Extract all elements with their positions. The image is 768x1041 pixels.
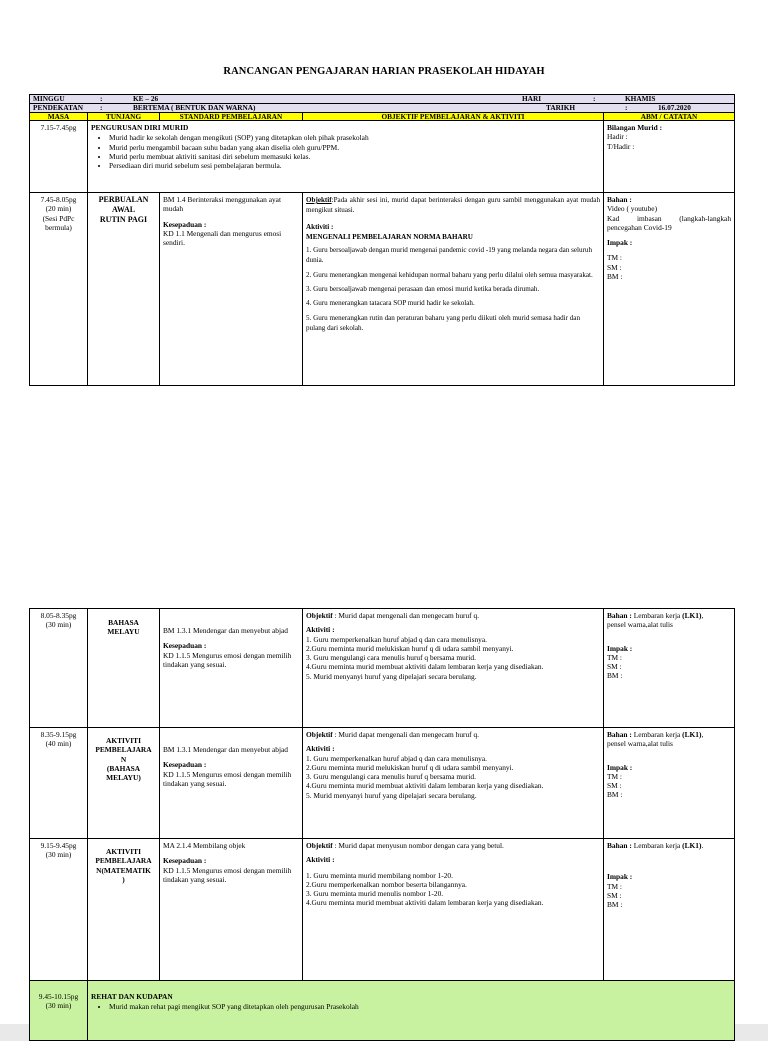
table-row-rehat: [30, 981, 735, 1041]
header-standard: STANDARD PEMBELAJARAN: [160, 113, 303, 121]
objektif-cell: [303, 609, 604, 728]
standard-cell: [160, 193, 303, 386]
list-item: 2.Guru meminta murid melukiskan huruf q di udara sambil menyanyi.: [306, 643, 514, 653]
bahan-punct: ,: [701, 611, 704, 620]
masa-duration: (30 min): [45, 1001, 72, 1011]
hadir-label: Hadir :: [607, 132, 628, 142]
hari-colon: :: [593, 94, 596, 103]
list-item: 3. Guru bersoaljawab mengenai perasaan dan emosi murid ketika berada dirumah.: [306, 284, 540, 293]
objektif-label: Objektif: [306, 730, 333, 739]
impak-label: Impak :: [607, 643, 633, 653]
impak-label: Impak :: [607, 238, 633, 247]
kesepaduan-label: Kesepaduan :: [163, 760, 207, 770]
bahan-punct: ,: [701, 730, 704, 739]
masa-cell: [30, 121, 88, 193]
tunjang-text: N: [120, 754, 127, 764]
bahan-code: (LK1): [682, 611, 702, 620]
table-row-pengurusan-diri: [30, 121, 735, 193]
tunjang-text: AKTIVITI: [106, 736, 141, 745]
lesson-plan-table-bottom: [29, 608, 735, 1041]
tunjang-cell: [88, 728, 160, 839]
masa-note: bermula): [45, 222, 72, 232]
aktiviti-label: Aktiviti :: [306, 625, 335, 635]
objektif-text: :Pada akhir sesi ini, murid dapat berinteraksi dengan guru sambil menggunakan ayat mudah mengikut situasi.: [306, 196, 600, 215]
header-objektif: OBJEKTIF PEMBELAJARAN & AKTIVITI: [303, 113, 604, 121]
list-item: • Murid perlu mengambil bacaan suhu badan yang akan diselia oleh guru/PPM.: [109, 143, 600, 152]
masa-note: (Sesi PdPc: [42, 213, 75, 223]
objektif-label: Objektif: [306, 611, 333, 620]
aktiviti-label: Aktiviti :: [306, 744, 335, 754]
abm-cell: [604, 193, 735, 386]
lesson-plan-table-top: [29, 94, 735, 386]
aktiviti-label: Aktiviti :: [306, 222, 334, 231]
tarikh-label: TARIKH: [546, 103, 576, 112]
tunjang-text: AWAL: [111, 205, 136, 214]
tarikh-colon: :: [625, 103, 628, 112]
tunjang-text: ): [122, 874, 125, 884]
list-item: 1. Guru memperkenalkan huruf abjad q dan cara menulisnya.: [306, 634, 488, 644]
list-item: 3. Guru meminta murid menulis nombor 1-20.: [306, 889, 444, 898]
bahan-code: (LK1): [682, 730, 702, 739]
list-item: 1. Guru memperkenalkan huruf abjad q dan cara menulisnya.: [306, 753, 488, 763]
header-abm: ABM / CATATAN: [604, 113, 735, 121]
masa-duration: (30 min): [45, 850, 72, 860]
bahan-punct: .: [701, 841, 704, 850]
table-row-aktiviti-bm: [30, 728, 735, 839]
header-tunjang: TUNJANG: [88, 113, 160, 121]
table-row-bahasa-melayu: [30, 609, 735, 728]
bahan-label: Bahan :: [607, 195, 632, 204]
abm-cell: [604, 728, 735, 839]
masa-duration: (30 min): [45, 620, 72, 630]
tunjang-text: BAHASA: [108, 618, 139, 627]
impak-label: Impak :: [607, 872, 633, 882]
rehat-bullet-list: [91, 1002, 731, 1011]
table-row-perbualan: [30, 193, 735, 386]
masa-cell: [30, 728, 88, 839]
hari-value: KHAMIS: [625, 94, 656, 103]
kesepaduan-text: KD 1.1 Mengenali dan mengurus emosi sendiri.: [163, 228, 282, 247]
standard-text: BM 1.4 Berinteraksi menggunakan ayat mudah: [163, 195, 282, 214]
list-item: 2. Guru menerangkan mengenai kehidupan normal baharu yang perlu dilalui oleh semua masyarakat.: [306, 270, 593, 279]
aktiviti-label: Aktiviti :: [306, 855, 335, 865]
rehat-heading: REHAT DAN KUDAPAN: [91, 992, 173, 1001]
impak-sm: SM :: [607, 890, 622, 900]
list-item: • Murid makan rehat pagi mengikut SOP yang ditetapkan oleh pengurusan Prasekolah: [109, 1002, 731, 1011]
list-item: 4.Guru meminta murid membuat aktiviti dalam lembaran kerja yang disediakan.: [306, 898, 544, 908]
list-item: • Persediaan diri murid sebelum sesi pembelajaran bermula.: [109, 161, 600, 170]
masa-cell: [30, 839, 88, 981]
objektif-cell: [303, 193, 604, 386]
impak-bm: BM :: [607, 671, 623, 681]
list-item: 2.Guru meminta murid melukiskan huruf q di udara sambil menyanyi.: [306, 762, 514, 772]
header-masa: MASA: [30, 113, 88, 121]
bahan-label: Bahan :: [607, 841, 632, 850]
info-row-pendekatan: [30, 104, 735, 113]
list-item: 1. Guru bersoaljawab dengan murid mengenai pandemic covid -19 yang melanda negara dan seluruh dunia.: [306, 246, 593, 265]
tunjang-text: PEMBELAJARA: [95, 745, 152, 755]
tunjang-text: AKTIVITI: [106, 847, 141, 856]
tunjang-cell: [88, 193, 160, 386]
kesepaduan-label: Kesepaduan :: [163, 856, 207, 866]
bahan-text: Lembaran kerja: [631, 841, 683, 850]
standard-cell: [160, 609, 303, 728]
masa-duration: (20 min): [45, 204, 72, 214]
impak-sm: SM :: [607, 262, 622, 272]
bahan-text: Lembaran kerja: [631, 730, 683, 739]
list-item: 4.Guru meminta murid membuat aktiviti dalam lembaran kerja yang disediakan.: [306, 662, 544, 672]
impak-label: Impak :: [607, 762, 633, 772]
list-item: 3. Guru mengulangi cara menulis huruf q bersama murid.: [306, 653, 476, 662]
column-header-row: [30, 113, 735, 121]
objektif-text: : Murid dapat menyusun nombor dengan cara yang betul.: [332, 841, 504, 850]
objektif-label: Objektif: [306, 841, 333, 850]
objektif-cell: [303, 728, 604, 839]
masa-duration: (40 min): [45, 739, 72, 749]
tunjang-cell: [88, 609, 160, 728]
standard-text: BM 1.3.1 Mendengar dan menyebut abjad: [163, 626, 288, 635]
kesepaduan-text: KD 1.1.5 Mengurus emosi dengan memilih tindakan yang sesuai.: [163, 769, 292, 788]
masa-cell: [30, 609, 88, 728]
abm-cell: [604, 839, 735, 981]
pendekatan-label: PENDEKATAN: [33, 103, 83, 112]
tarikh-value: 16.07.2020: [658, 103, 691, 112]
masa-text: 7.45-8.05pg: [40, 195, 77, 204]
standard-text: BM 1.3.1 Mendengar dan menyebut abjad: [163, 745, 288, 754]
impak-bm: BM :: [607, 790, 623, 800]
list-item: • Murid perlu membuat aktiviti sanitasi diri sebelum memasuki kelas.: [109, 152, 600, 161]
minggu-value: KE – 26: [133, 94, 159, 103]
list-item: 4.Guru meminta murid membuat aktiviti dalam lembaran kerja yang disediakan.: [306, 781, 544, 791]
bahan-text: Kad imbasan (langkah-langkah pencegahan Covid-19: [607, 213, 732, 232]
list-item: 2.Guru memperkenalkan nombor beserta bilangannya.: [306, 879, 467, 889]
bahan-text: Video ( youtube): [607, 204, 658, 214]
impak-tm: TM :: [607, 253, 622, 263]
masa-text: 7.15-7.45pg: [40, 123, 77, 132]
masa-cell: [30, 981, 88, 1041]
list-item: 3. Guru mengulangi cara menulis huruf q bersama murid.: [306, 772, 476, 781]
masa-text: 8.05-8.35pg: [40, 611, 77, 620]
pengurusan-cell: [88, 121, 604, 193]
bahan-label: Bahan :: [607, 730, 632, 739]
thadir-label: T/Hadir :: [607, 141, 635, 151]
impak-sm: SM :: [607, 662, 622, 671]
aktiviti-title: MENGENALI PEMBELAJARAN NORMA BAHARU: [306, 232, 473, 241]
kesepaduan-label: Kesepaduan :: [163, 219, 207, 229]
abm-cell: [604, 121, 735, 193]
bahan-code: (LK1): [682, 841, 702, 850]
bahan-text: pensel warna,alat tulis: [607, 620, 673, 630]
abm-cell: [604, 609, 735, 728]
table-row-matematik: [30, 839, 735, 981]
impak-tm: TM :: [607, 881, 622, 891]
rehat-cell: [88, 981, 735, 1041]
objektif-label: Objektif: [306, 196, 332, 204]
tunjang-text: RUTIN PAGI: [99, 215, 148, 224]
minggu-colon: :: [100, 94, 103, 103]
standard-text: MA 2.1.4 Membilang objek: [163, 841, 246, 850]
objektif-text: : Murid dapat mengenali dan mengecam huruf q.: [332, 730, 480, 739]
tunjang-text: N(MATEMATIK: [96, 865, 151, 875]
masa-cell: [30, 193, 88, 386]
kesepaduan-label: Kesepaduan :: [163, 641, 207, 651]
masa-text: 8.35-9.15pg: [40, 730, 77, 739]
impak-sm: SM :: [607, 781, 622, 790]
list-item: 1. Guru meminta murid membilang nombor 1-20.: [306, 870, 453, 880]
bahan-label: Bahan :: [607, 611, 632, 620]
standard-cell: [160, 728, 303, 839]
list-item: • Murid hadir ke sekolah dengan mengikuti (SOP) yang ditetapkan oleh pihak prasekolah: [109, 133, 600, 142]
kesepaduan-text: KD 1.1.5 Mengurus emosi dengan memilih tindakan yang sesuai.: [163, 650, 292, 669]
tunjang-text: MELAYU: [107, 627, 140, 637]
list-item: 4. Guru menerangkan tatacara SOP murid hadir ke sekolah.: [306, 299, 475, 308]
objektif-text: : Murid dapat mengenali dan mengecam huruf q.: [332, 611, 480, 620]
kesepaduan-text: KD 1.1.5 Mengurus emosi dengan memilih tindakan yang sesuai.: [163, 865, 292, 884]
tunjang-text: PERBUALAN: [98, 195, 149, 204]
tunjang-text: (BAHASA: [106, 763, 141, 773]
masa-text: 9.45-10.15pg: [38, 992, 79, 1001]
pengurusan-bullet-list: [91, 133, 600, 170]
masa-text: 9.15-9.45pg: [40, 841, 77, 850]
bilangan-murid-label: Bilangan Murid :: [607, 123, 663, 132]
bahan-text: Lembaran kerja: [631, 611, 683, 620]
minggu-label: MINGGU: [33, 94, 65, 103]
pendekatan-value: BERTEMA ( BENTUK DAN WARNA): [133, 103, 256, 112]
hari-label: HARI: [522, 94, 542, 103]
list-item: 5. Murid menyanyi huruf yang dipelajari secara berulang.: [306, 671, 477, 681]
impak-tm: TM :: [607, 771, 622, 781]
tunjang-text: PEMBELAJARA: [95, 856, 152, 866]
standard-cell: [160, 839, 303, 981]
tunjang-cell: [88, 839, 160, 981]
document-title: RANCANGAN PENGAJARAN HARIAN PRASEKOLAH HIDAYAH: [223, 66, 545, 77]
impak-bm: BM :: [607, 271, 623, 281]
pengurusan-heading: PENGURUSAN DIRI MURID: [91, 123, 189, 132]
impak-tm: TM :: [607, 652, 622, 662]
tunjang-text: MELAYU): [106, 773, 141, 782]
objektif-cell: [303, 839, 604, 981]
bahan-text: pensel warna,alat tulis: [607, 739, 673, 749]
impak-bm: BM :: [607, 900, 623, 909]
list-item: 5. Guru menerangkan rutin dan peraturan baharu yang perlu diikuti oleh murid semasa hadir dan pulang dari sekolah.: [306, 313, 581, 332]
list-item: 5. Murid menyanyi huruf yang dipelajari secara berulang.: [306, 790, 477, 800]
pendekatan-colon: :: [100, 103, 103, 112]
